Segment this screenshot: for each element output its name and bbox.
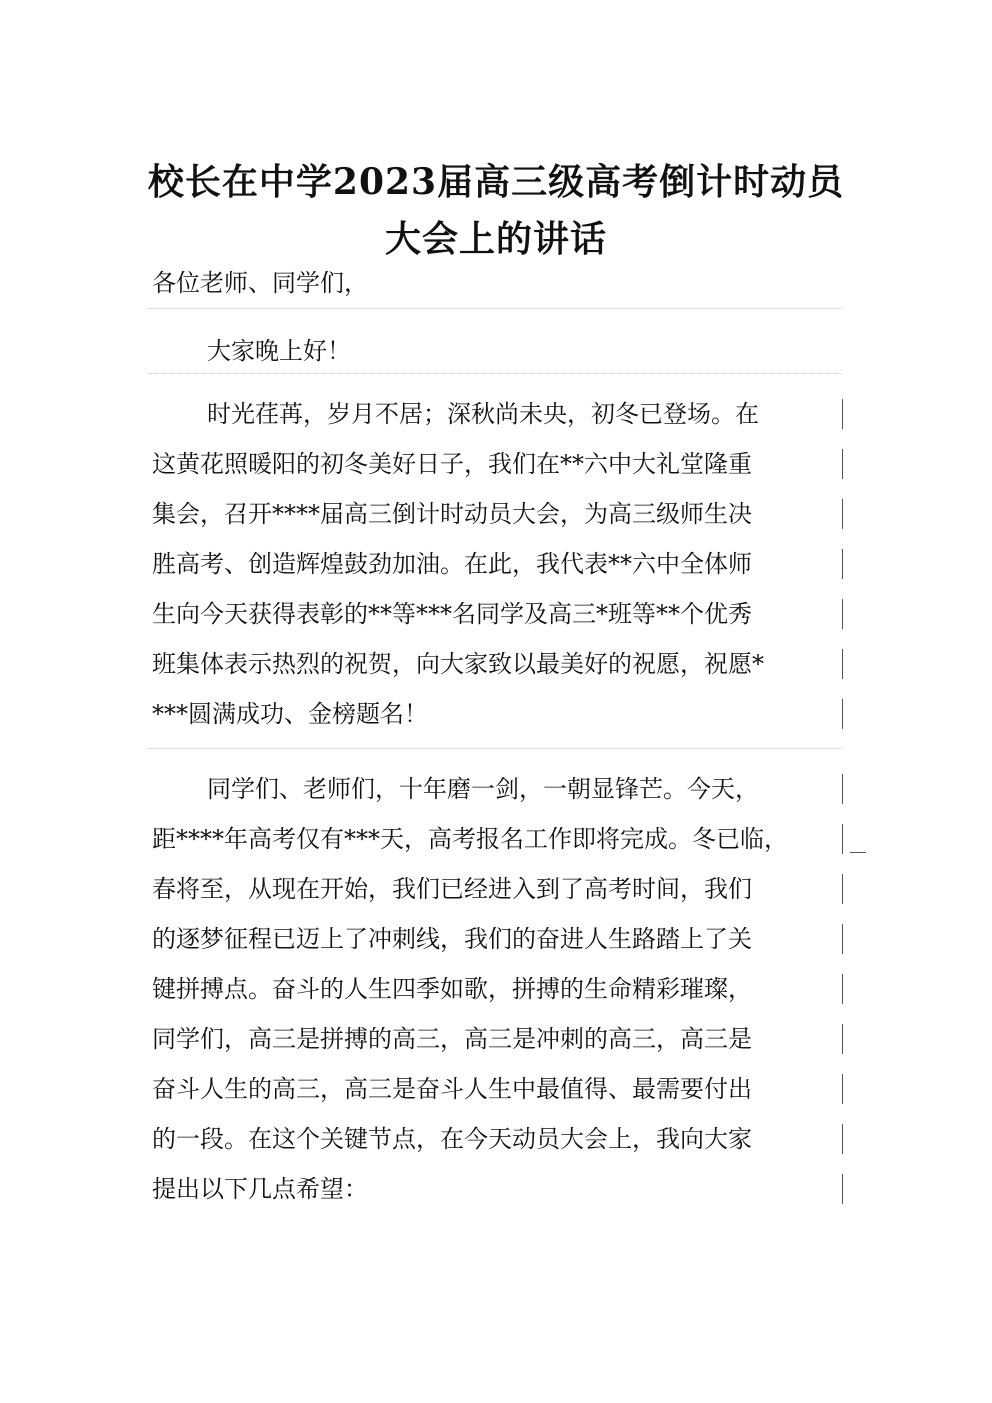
margin-mark bbox=[842, 1174, 843, 1204]
margin-mark bbox=[842, 549, 843, 579]
paragraph-1 bbox=[152, 389, 852, 739]
divider bbox=[148, 373, 842, 374]
margin-mark bbox=[842, 824, 843, 854]
title-line-1: 校长在中学2023届高三级高考倒计时动员 bbox=[147, 161, 845, 204]
paragraph-line: 的逐梦征程已迈上了冲刺线，我们的奋进人生路踏上了关 bbox=[152, 925, 752, 953]
paragraph-line: 键拼搏点。奋斗的人生四季如歌，拼搏的生命精彩璀璨， bbox=[152, 975, 752, 1003]
margin-mark bbox=[842, 874, 843, 904]
margin-mark bbox=[842, 974, 843, 1004]
salutation: 各位老师、同学们， bbox=[152, 269, 368, 297]
paragraph-line: 奋斗人生的高三，高三是奋斗人生中最值得、最需要付出 bbox=[152, 1075, 752, 1103]
margin-mark bbox=[842, 599, 843, 629]
paragraph-2 bbox=[152, 764, 852, 1214]
margin-mark bbox=[842, 924, 843, 954]
paragraph-line: 这黄花照暖阳的初冬美好日子，我们在**六中大礼堂隆重 bbox=[152, 450, 752, 478]
margin-mark bbox=[842, 699, 843, 729]
margin-mark bbox=[850, 852, 866, 853]
paragraph-line: 胜高考、创造辉煌鼓劲加油。在此，我代表**六中全体师 bbox=[152, 550, 752, 578]
paragraph-line: 生向今天获得表彰的**等***名同学及高三*班等**个优秀 bbox=[152, 600, 752, 628]
margin-mark bbox=[842, 1074, 843, 1104]
paragraph-line: 的一段。在这个关键节点，在今天动员大会上，我向大家 bbox=[152, 1125, 752, 1153]
paragraph-line: 距****年高考仅有***天，高考报名工作即将完成。冬已临， bbox=[152, 825, 788, 853]
paragraph-line: 提出以下几点希望： bbox=[152, 1175, 368, 1203]
paragraph-line: 班集体表示热烈的祝贺，向大家致以最美好的祝愿，祝愿* bbox=[152, 650, 764, 678]
paragraph-line: 同学们，高三是拼搏的高三，高三是冲刺的高三，高三是 bbox=[152, 1025, 752, 1053]
paragraph-line: 时光荏苒，岁月不居；深秋尚未央，初冬已登场。在 bbox=[207, 400, 759, 428]
margin-mark bbox=[842, 649, 843, 679]
margin-mark bbox=[842, 774, 843, 804]
margin-mark bbox=[842, 449, 843, 479]
margin-mark bbox=[842, 1024, 843, 1054]
paragraph-line: ***圆满成功、金榜题名！ bbox=[152, 700, 428, 728]
margin-mark bbox=[842, 1124, 843, 1154]
divider bbox=[148, 748, 842, 749]
title-line-2: 大会上的讲话 bbox=[384, 218, 607, 261]
divider bbox=[148, 308, 842, 309]
margin-mark bbox=[842, 499, 843, 529]
paragraph-line: 集会，召开****届高三倒计时动员大会，为高三级师生决 bbox=[152, 500, 752, 528]
document-title bbox=[100, 154, 892, 268]
paragraph-line: 春将至，从现在开始，我们已经进入到了高考时间，我们 bbox=[152, 875, 752, 903]
greeting: 大家晚上好！ bbox=[207, 337, 351, 365]
margin-mark bbox=[842, 399, 843, 429]
paragraph-line: 同学们、老师们，十年磨一剑，一朝显锋芒。今天， bbox=[207, 775, 759, 803]
